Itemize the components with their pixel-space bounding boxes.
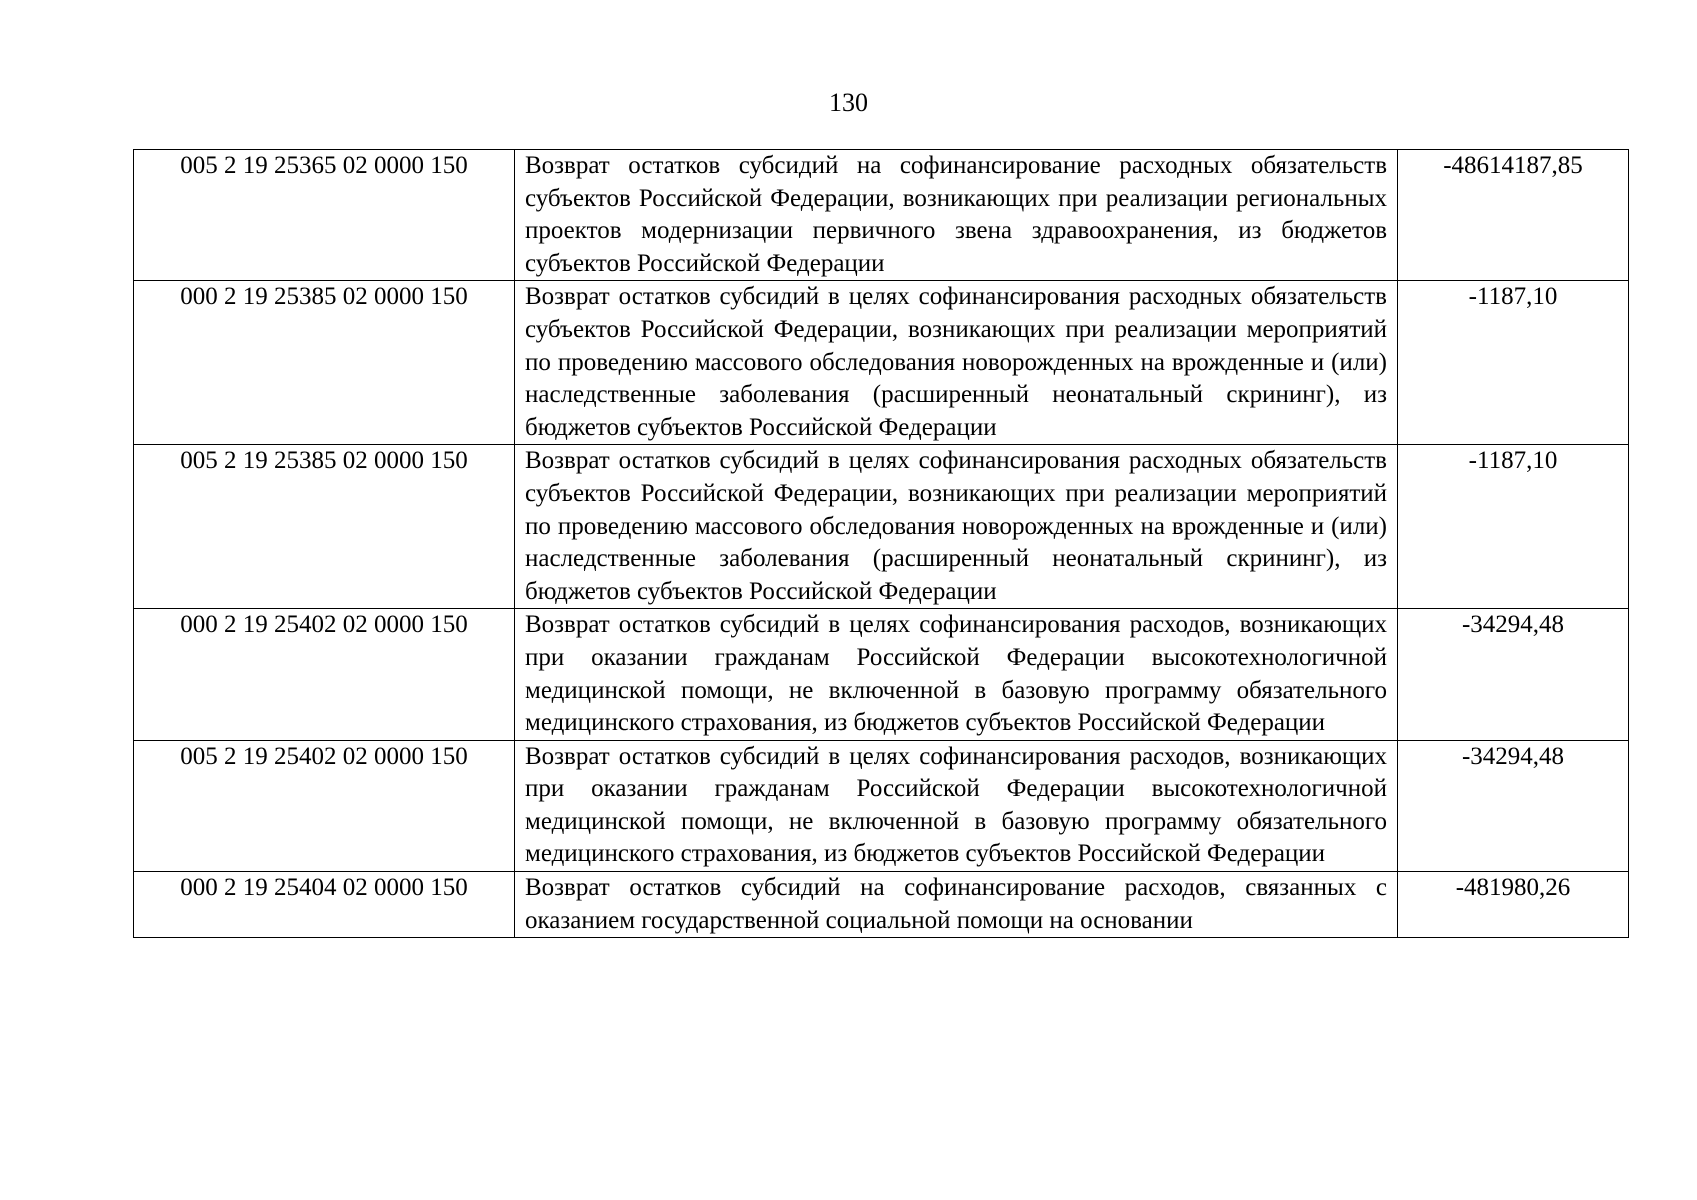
table-row (134, 740, 1629, 871)
description-cell (515, 872, 1398, 938)
amount-cell: -1187,10 (1398, 445, 1629, 609)
description-cell: Возврат остатков субсидий в целях софинансирования расходных обязательств субъектов Российской Федерации, возникающих при реализации мероприятий по проведению массового обследования новорожденных на врожденные и (или) наследственные заболевания (расширенный неонатальный скрининг), из бюджетов субъектов Российской Федерации (515, 445, 1398, 609)
amount-cell: -481980,26 (1398, 872, 1629, 938)
amount-cell: -48614187,85 (1398, 150, 1629, 281)
budget-code-cell: 000 2 19 25385 02 0000 150 (134, 281, 515, 445)
table-row (134, 872, 1629, 938)
amount-cell: -34294,48 (1398, 609, 1629, 740)
budget-code-cell: 005 2 19 25365 02 0000 150 (134, 150, 515, 281)
table-row (134, 609, 1629, 740)
budget-code-cell: 005 2 19 25402 02 0000 150 (134, 740, 515, 871)
description-cell: Возврат остатков субсидий на софинансирование расходных обязательств субъектов Российской Федерации, возникающих при реализации региональных проектов модернизации первичного звена здравоохранения, из бюджетов субъектов Российской Федерации (515, 150, 1398, 281)
description-cell: Возврат остатков субсидий в целях софинансирования расходных обязательств субъектов Российской Федерации, возникающих при реализации мероприятий по проведению массового обследования новорожденных на врожденные и (или) наследственные заболевания (расширенный неонатальный скрининг), из бюджетов субъектов Российской Федерации (515, 281, 1398, 445)
amount-cell: -1187,10 (1398, 281, 1629, 445)
budget-code-cell: 000 2 19 25404 02 0000 150 (134, 872, 515, 938)
description-cell: Возврат остатков субсидий в целях софинансирования расходов, возникающих при оказании гражданам Российской Федерации высокотехнологичной медицинской помощи, не включенной в базовую программу обязательного медицинского страхования, из бюджетов субъектов Российской Федерации (515, 609, 1398, 740)
table-row (134, 150, 1629, 281)
description-text: Возврат остатков субсидий на софинансирование расходов, связанных с оказанием государственной социальной помощи на основании (525, 874, 1387, 934)
budget-code-cell: 000 2 19 25402 02 0000 150 (134, 609, 515, 740)
budget-code-cell: 005 2 19 25385 02 0000 150 (134, 445, 515, 609)
table-row (134, 445, 1629, 609)
table-row (134, 281, 1629, 445)
amount-cell: -34294,48 (1398, 740, 1629, 871)
page-number: 130 (829, 88, 868, 117)
budget-table (133, 149, 1629, 938)
description-cell: Возврат остатков субсидий в целях софинансирования расходов, возникающих при оказании гражданам Российской Федерации высокотехнологичной медицинской помощи, не включенной в базовую программу обязательного медицинского страхования, из бюджетов субъектов Российской Федерации (515, 740, 1398, 871)
